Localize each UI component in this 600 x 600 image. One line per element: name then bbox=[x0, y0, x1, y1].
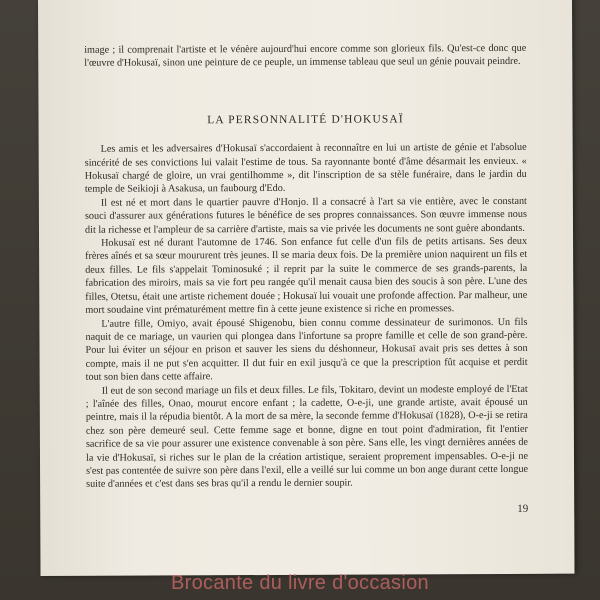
book-page bbox=[38, 0, 575, 576]
paragraph-1: Les amis et les adversaires d'Hokusaï s'accordaient à reconnaître en lui un artiste de génie et l'absolue sincérité de ses convictions lui valait l'estime de tous. Sa rayonnante bonté d'âme désarmait les envieux. « Hokusaï chargé de gloire, un vrai gentilhomme », dit l'inscription de sa stèle funéraire, dans le jardin du temple de Seikioji à Asakusa, un faubourg d'Edo. bbox=[84, 142, 527, 196]
intro-paragraph: image ; il comprenait l'artiste et le vénère aujourd'hui encore comme son glorieux fils. Qu'est-ce donc que l'œuvre d'Hokusaï, sinon une peinture de ce peuple, un immense tableau que seul un génie pouvait peindre. bbox=[84, 42, 527, 70]
paragraph-2: Il est né et mort dans le quartier pauvre d'Honjo. Il a consacré à l'art sa vie entière, avec le constant souci d'assurer aux générations futures le bénéfice de ses propres connaissances. Son œuvre immense nous dit la richesse et l'ampleur de sa carrière d'artiste, mais sa vie privée les documents ne sont guère abondants. bbox=[84, 195, 527, 236]
page-number: 19 bbox=[517, 502, 529, 515]
watermark-text: Brocante du livre d'occasion bbox=[171, 572, 429, 594]
page-text bbox=[84, 42, 528, 492]
paragraph-4: L'autre fille, Omiyo, avait épousé Shigenobu, bien connu comme dessinateur de surimonos. Un fils naquit de ce mariage, un vaurien qui plongea dans l'infortune sa propre famille et celle de son grand-père. Pour lui éviter un séjour en prison et sauver les siens du déshonneur, Hokusaï avait pris ses dettes à son compte, mais il ne put s'en acquitter. Il dut fuir en exil jusqu'à ce que la prescription fût acquise et perdit tout son bien dans cette affaire. bbox=[85, 316, 528, 383]
paragraph-3: Hokusaï est né durant l'automne de 1746. Son enfance fut celle d'un fils de petits artisans. Ses deux frères aînés et sa sœur moururent très jeunes. Il se maria deux fois. De la première union naquirent un fils et deux filles. Le fils s'appelait Tominosuké ; il reprit par la suite le commerce de ses grands-parents, la fabrication des miroirs, mais sa vie fort peu rangée qu'il menait causa bien des soucis à son père. L'une des filles, Otetsu, était une artiste richement douée ; Hokusaï lui vouait une profonde affection. Par malheur, une mort soudaine vint prématurément mettre fin à cette jeune existence si riche en promesses. bbox=[85, 235, 528, 316]
paragraph-5: Il eut de son second mariage un fils et deux filles. Le fils, Tokitaro, devint un modeste employé de l'Etat ; l'aînée des filles, Onao, mourut encore enfant ; la cadette, O-e-ji, une grande artiste, avait épousé un peintre, mais il la répudia bientôt. A la mort de sa mère, la seconde femme d'Hokusaï (1828), O-e-ji se retira chez son père demeuré seul. Cette femme sage et bonne, digne en tout point d'admiration, fit l'entier sacrifice de sa vie pour assurer une existence convenable à son père. Sans elle, les vingt dernières années de la vie d'Hokusaï, si riches sur le plan de la création artistique, seraient proprement impensables. O-e-ji ne s'est pas contentée de suivre son père dans l'exil, elle a veillé sur lui comme un bon ange durant cette longue suite d'années et c'est dans ses bras qu'il a rendu le dernier soupir. bbox=[85, 383, 529, 491]
section-heading: LA PERSONNALITÉ D'HOKUSAÏ bbox=[207, 113, 404, 127]
